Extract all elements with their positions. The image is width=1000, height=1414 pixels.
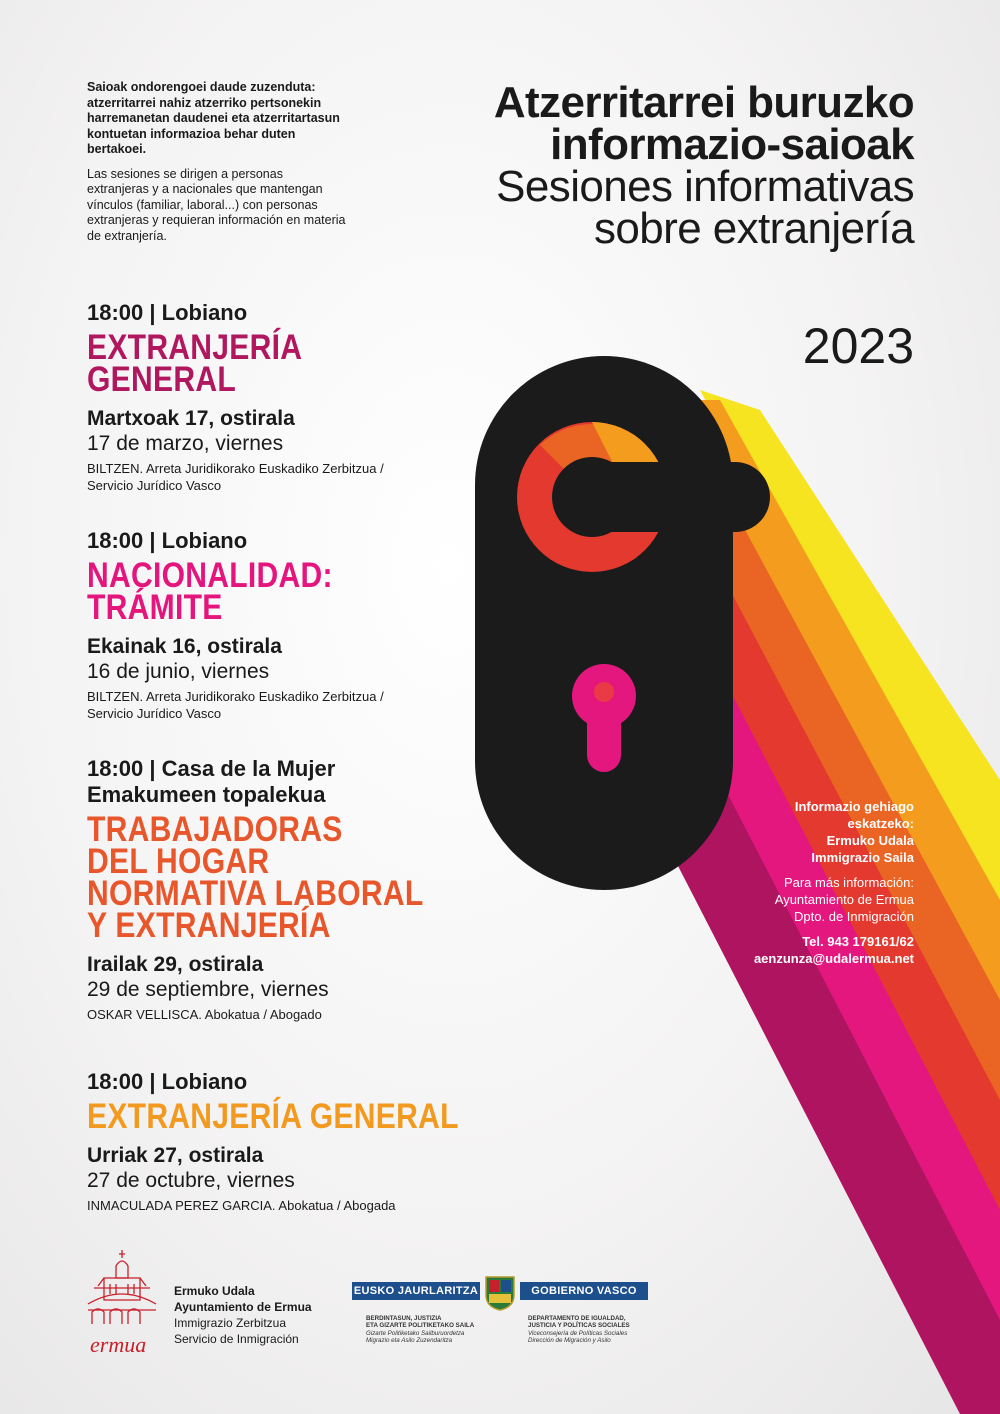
intro-text: [87, 80, 347, 244]
session-subplace: Emakumeen topalekua: [87, 782, 326, 807]
gv-dept-basque-line1: BERDINTASUN, JUSTIZIA: [366, 1315, 442, 1322]
session-speaker: BILTZEN. Arreta Juridikorako Euskadiko Zerbitzua / Servicio Jurídico Vasco: [87, 461, 384, 493]
session-speaker: INMACULADA PEREZ GARCIA. Abokatua / Abogada: [87, 1198, 396, 1213]
contact-info: [684, 798, 914, 967]
title-spanish-line2: sobre extranjería: [594, 204, 914, 253]
session-date-spanish: 29 de septiembre, viernes: [87, 978, 329, 1001]
gv-dept-spanish-line2: JUSTICIA Y POLÍTICAS SOCIALES: [528, 1322, 630, 1330]
ermua-line3: Immigrazio Zerbitzua: [174, 1316, 287, 1330]
gv-label-spanish: GOBIERNO VASCO: [520, 1282, 648, 1300]
session-time-place: 18:00 | Lobiano: [87, 300, 248, 325]
gv-dept-basque-line2: ETA GIZARTE POLITIKETAKO SAILA: [366, 1322, 475, 1330]
gv-label-basque: EUSKO JAURLARITZA: [352, 1282, 480, 1300]
poster-year: 2023: [802, 318, 914, 374]
gv-dept-spanish: [528, 1315, 653, 1345]
session-date-spanish: 27 de octubre, viernes: [87, 1169, 295, 1192]
title-basque-line2: informazio-saioak: [550, 120, 914, 169]
session-date-basque: Irailak 29, ostirala: [87, 953, 264, 976]
session-1: [87, 300, 487, 494]
ermua-logo-word: ermua: [90, 1332, 147, 1357]
session-date-basque: Ekainak 16, ostirala: [87, 635, 282, 658]
session-2: [87, 528, 487, 722]
intro-basque: Saioak ondorengoei daude zuzenduta: atzerritarrei nahiz atzerriko pertsonekin harremanetan daudenei eta atzerritartasun kontuetan informazioa behar duten bertakoei.: [87, 80, 340, 156]
session-time-place: 18:00 | Lobiano: [87, 1069, 248, 1094]
session-title-line2: DEL HOGAR: [87, 842, 270, 881]
session-4: [87, 1069, 487, 1214]
info-spanish-line1: Para más información:: [783, 875, 914, 890]
info-spanish-line3: Dpto. de Inmigración: [794, 909, 914, 924]
title-spanish-line1: Sesiones informativas: [496, 162, 914, 211]
session-title-line2: GENERAL: [87, 360, 236, 399]
gv-dept-spanish-line3: Viceconsejería de Políticas Sociales: [528, 1329, 628, 1337]
session-title-line1: EXTRANJERÍA: [87, 328, 303, 367]
info-email[interactable]: aenzunza@udalermua.net: [753, 951, 914, 966]
session-date-basque: Martxoak 17, ostirala: [87, 407, 295, 430]
intro-spanish: Las sesiones se dirigen a personas extranjeras y a nacionales que mantengan vínculos (familiar, laboral...) con personas extranjeras y requieran información en materia de extranjería.: [87, 166, 346, 243]
gv-dept-basque: [366, 1315, 491, 1345]
gv-dept-spanish-line1: DEPARTAMENTO DE IGUALDAD,: [528, 1315, 626, 1322]
ermua-line4: Servicio de Inmigración: [174, 1332, 299, 1346]
session-speaker: OSKAR VELLISCA. Abokatua / Abogado: [87, 1007, 322, 1022]
ermua-logo: [84, 1248, 159, 1363]
gv-dept-basque-line4: Migrazio eta Asilo Zuzendaritza: [366, 1337, 453, 1345]
ermua-line1: Ermuko Udala: [174, 1284, 255, 1298]
gv-dept-basque-line3: Gizarte Politiketako Sailburuordetza: [366, 1329, 465, 1337]
session-title-line3: NORMATIVA LABORAL: [87, 874, 424, 913]
title-basque-line1: Atzerritarrei buruzko: [493, 78, 914, 127]
poster-title: [493, 78, 914, 253]
info-basque-line4: Immigrazio Saila: [811, 850, 914, 865]
session-title-line2: TRÁMITE: [87, 588, 223, 627]
info-phone: Tel. 943 179161/62: [802, 934, 914, 949]
session-title-line4: Y EXTRANJERÍA: [87, 906, 331, 945]
gv-dept-spanish-line4: Dirección de Migración y Asilo: [528, 1337, 611, 1345]
session-title-line1: EXTRANJERÍA GENERAL: [87, 1097, 459, 1136]
session-speaker: BILTZEN. Arreta Juridikorako Euskadiko Zerbitzua / Servicio Jurídico Vasco: [87, 689, 384, 721]
session-date-basque: Urriak 27, ostirala: [87, 1144, 264, 1167]
ermua-text-block: [174, 1283, 312, 1347]
ermua-line2: Ayuntamiento de Ermua: [174, 1300, 312, 1314]
session-title-line1: TRABAJADORAS: [87, 810, 343, 849]
session-date-spanish: 17 de marzo, viernes: [87, 432, 284, 455]
session-date-spanish: 16 de junio, viernes: [87, 660, 270, 683]
info-spanish-line2: Ayuntamiento de Ermua: [774, 892, 914, 907]
info-basque-line2: eskatzeko:: [847, 816, 914, 831]
coat-of-arms-icon: [484, 1275, 516, 1311]
session-3: [87, 756, 487, 1023]
info-basque-line1: Informazio gehiago: [794, 799, 914, 814]
session-time-place: 18:00 | Casa de la Mujer: [87, 756, 336, 781]
info-basque-line3: Ermuko Udala: [826, 833, 914, 848]
session-time-place: 18:00 | Lobiano: [87, 528, 248, 553]
session-title-line1: NACIONALIDAD:: [87, 556, 333, 595]
